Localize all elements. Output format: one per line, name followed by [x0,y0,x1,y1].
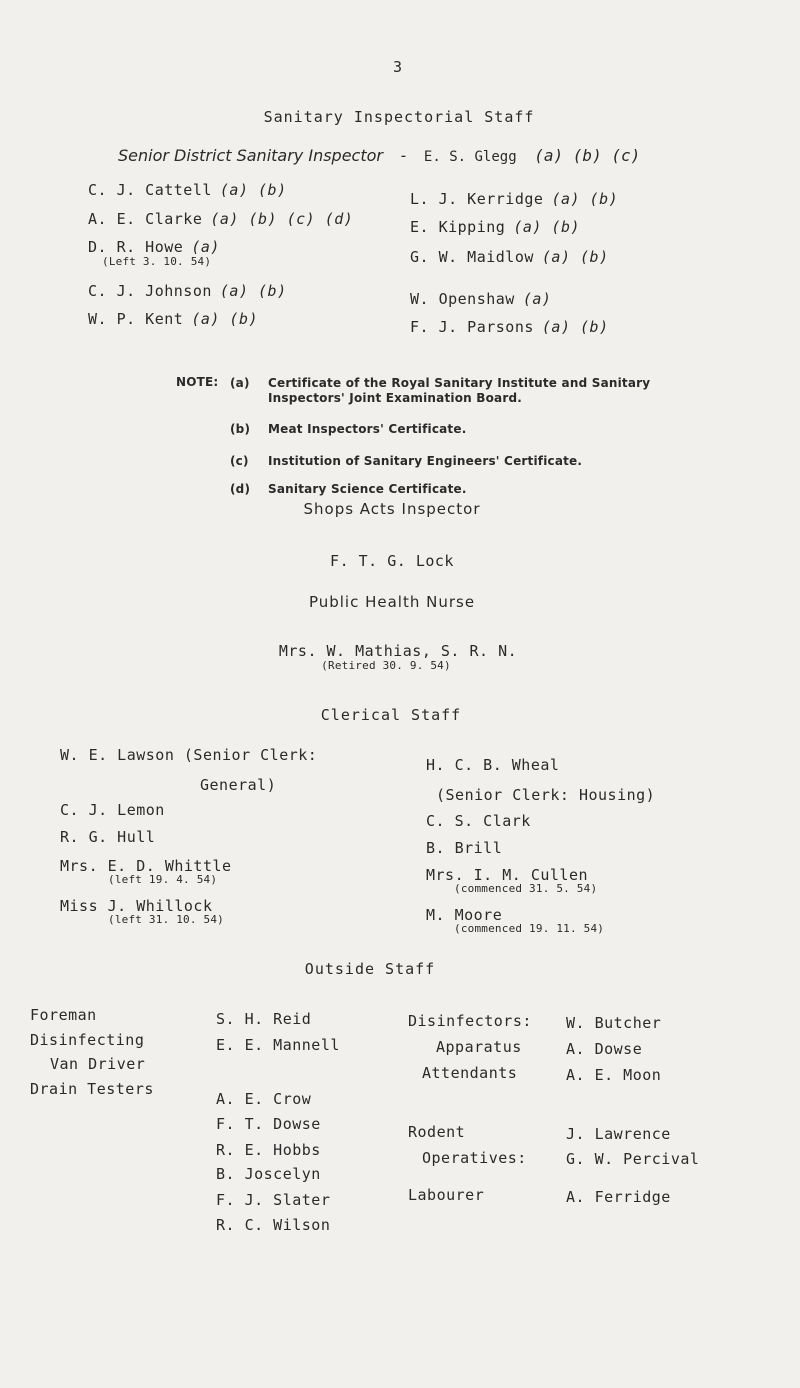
labourer-name: A. Ferridge [566,1188,671,1206]
note-text: Inspectors' Joint Examination Board. [268,391,523,405]
note-text: Institution of Sanitary Engineers' Certificate. [268,454,583,468]
note-key: (a) [230,376,250,390]
inspector-item: C. J. Johnson (a) (b) [88,282,287,300]
drain-tester: B. Joscelyn [216,1165,321,1183]
page-number: 3 [393,58,403,76]
labourer-label: Labourer [408,1186,485,1204]
disinfectors-label: Attendants [422,1064,518,1082]
sanitary-heading: Sanitary Inspectorial Staff [263,108,535,126]
disinfector-name: A. Dowse [566,1040,643,1058]
senior-dash: - [398,146,409,165]
clerk-item: Mrs. E. D. Whittle [60,857,232,875]
clerk-note: (commenced 19. 11. 54) [454,922,605,935]
inspector-item: W. P. Kent (a) (b) [88,310,259,328]
shops-name: F. T. G. Lock [330,552,454,570]
inspector-item: A. E. Clarke (a) (b) (c) (d) [88,210,354,228]
disinfecting-name: E. E. Mannell [216,1036,340,1054]
note-key: (b) [230,422,251,436]
foreman-name: S. H. Reid [216,1010,312,1028]
senior-role: Senior District Sanitary Inspector [118,146,383,165]
note-label: NOTE: [176,375,219,389]
senior-quals: (a) (b) (c) [534,146,641,165]
inspector-item: G. W. Maidlow (a) (b) [410,248,609,266]
inspector-item: L. J. Kerridge (a) (b) [410,190,619,208]
clerk-item: C. J. Lemon [60,801,165,819]
drain-tester: F. T. Dowse [216,1115,321,1133]
drain-tester: R. E. Hobbs [216,1141,321,1159]
note-text: Sanitary Science Certificate. [268,482,467,496]
note-text: Meat Inspectors' Certificate. [268,422,467,436]
disinfector-name: A. E. Moon [566,1066,662,1084]
rodent-label: Rodent [408,1123,466,1141]
inspector-item: D. R. Howe (a) [88,238,220,256]
inspector-item: F. J. Parsons (a) (b) [410,318,609,336]
inspector-note: (Left 3. 10. 54) [102,255,212,268]
senior-name: E. S. Glegg [423,149,517,165]
clerk-note: (left 19. 4. 54) [108,873,218,886]
inspector-item: C. J. Cattell (a) (b) [88,181,287,199]
disinfectors-label: Disinfectors: [408,1012,532,1030]
clerk-item: R. G. Hull [60,828,156,846]
drain-label: Drain Testers [30,1080,154,1098]
clerk-item: Miss J. Whillock [60,897,213,915]
clerk-note: (left 31. 10. 54) [108,913,224,926]
clerk-item: Mrs. I. M. Cullen [426,866,589,884]
clerk-item-cont: General) [200,776,277,794]
shops-heading: Shops Acts Inspector [303,500,481,518]
outside-heading: Outside Staff [304,960,436,978]
drain-tester: R. C. Wilson [216,1216,331,1234]
disinfecting-label: Disinfecting [30,1031,145,1049]
note-text: Certificate of the Royal Sanitary Institute and Sanitary [268,376,651,390]
drain-tester: A. E. Crow [216,1090,312,1108]
clerk-item: B. Brill [426,839,503,857]
drain-tester: F. J. Slater [216,1191,331,1209]
inspector-item: E. Kipping (a) (b) [410,218,581,236]
nurse-note: (Retired 30. 9. 54) [321,659,451,672]
foreman-label: Foreman [30,1006,97,1024]
clerk-item: C. S. Clark [426,812,531,830]
clerk-item: H. C. B. Wheal [426,756,560,774]
disinfectors-label: Apparatus [436,1038,522,1056]
note-key: (d) [230,482,251,496]
rodent-operative: J. Lawrence [566,1125,671,1143]
rodent-label: Operatives: [422,1149,527,1167]
clerk-item-cont: (Senior Clerk: Housing) [436,786,656,804]
nurse-heading: Public Health Nurse [308,593,476,611]
senior-inspector-line [118,146,640,165]
disinfecting-label: Van Driver [50,1055,146,1073]
clerk-item: W. E. Lawson (Senior Clerk: [60,746,318,764]
clerk-note: (commenced 31. 5. 54) [454,882,598,895]
nurse-name: Mrs. W. Mathias, S. R. N. [278,642,518,660]
clerical-heading: Clerical Staff [320,706,462,724]
clerk-item: M. Moore [426,906,503,924]
disinfector-name: W. Butcher [566,1014,662,1032]
rodent-operative: G. W. Percival [566,1150,700,1168]
inspector-item: W. Openshaw (a) [410,290,552,308]
note-key: (c) [230,454,249,468]
